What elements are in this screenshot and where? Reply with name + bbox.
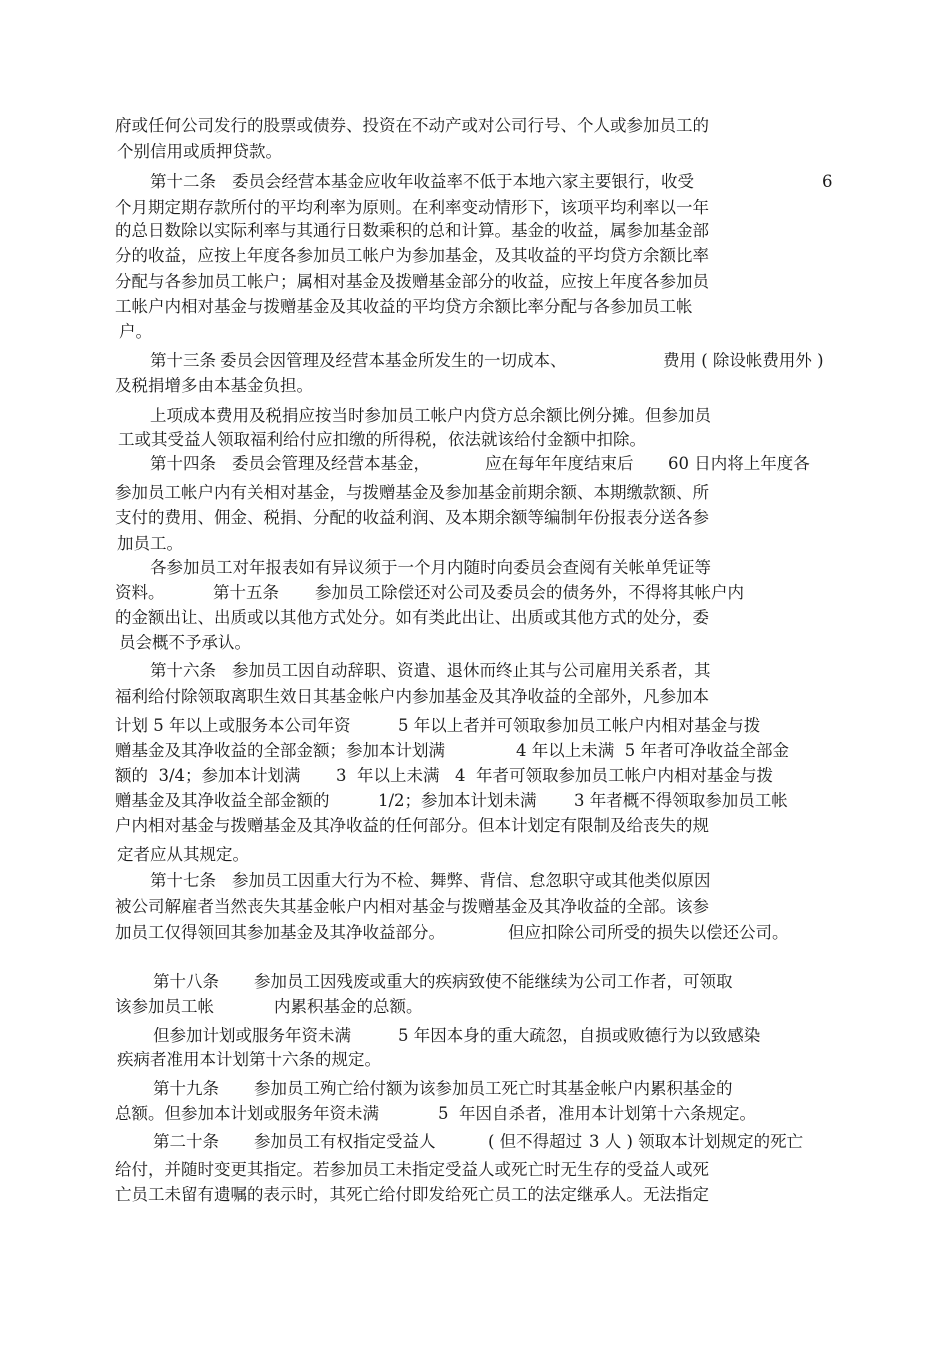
text-segment: 个月期定期存款所付的平均利率为原则。在利率变动情形下，该项平均利率以一年 (115, 198, 709, 217)
text-segment: 资料。 (115, 583, 165, 602)
text-segment: 及税捐增多由本基金负担。 (115, 376, 313, 395)
text-segment: 定者应从其规定。 (117, 845, 249, 864)
text-segment: 5 年因本身的重大疏忽，自损或败德行为以致感染 (398, 1026, 761, 1045)
text-segment: 各参加员工对年报表如有异议须于一个月内随时向委员会查阅有关帐单凭证等 (150, 558, 711, 577)
text-segment: 委员会管理及经营本基金， (232, 454, 430, 473)
text-segment: 第二十条 (153, 1132, 219, 1151)
text-segment: 内累积基金的总额。 (274, 997, 423, 1016)
text-segment: 6 (822, 172, 833, 191)
text-segment: 支付的费用、佣金、税捐、分配的收益利润、及本期余额等编制年份报表分送各参 (115, 508, 709, 527)
text-segment: 第十七条 (150, 871, 216, 890)
text-segment: 60 日内将上年度各 (668, 454, 810, 473)
text-segment: 第十六条 (150, 661, 216, 680)
text-segment: 第十九条 (153, 1079, 219, 1098)
text-segment: 亡员工未留有遗嘱的表示时，其死亡给付即发给死亡员工的法定继承人。无法指定 (115, 1185, 709, 1204)
text-segment: 福利给付除领取离职生效日其基金帐户内参加基金及其净收益的全部外，凡参加本 (115, 687, 709, 706)
text-segment: 参加员工除偿还对公司及委员会的债务外，不得将其帐户内 (315, 583, 744, 602)
text-segment: 赠基金及其净收益的全部金额；参加本计划满 (115, 741, 445, 760)
text-segment: 工帐户内相对基金与拨赠基金及其收益的平均贷方余额比率分配与各参加员工帐 (115, 297, 693, 316)
text-segment: 工或其受益人领取福利给付应扣缴的所得税，依法就该给付金额中扣除。 (118, 430, 646, 449)
text-segment: 参加员工因残废或重大的疾病致使不能继续为公司工作者，可领取 (254, 972, 733, 991)
text-segment: 户内相对基金与拨赠基金及其净收益的任何部分。但本计划定有限制及给丧失的规 (115, 816, 709, 835)
text-segment: 参加员工因重大行为不检、舞弊、背信、怠忽职守或其他类似原因 (232, 871, 711, 890)
text-segment: 被公司解雇者当然丧失其基金帐户内相对基金与拨赠基金及其净收益的全部。该参 (115, 897, 709, 916)
text-segment: 第十五条 (213, 583, 279, 602)
text-segment: 分配与各参加员工帐户；属相对基金及拨赠基金部分的收益，应按上年度各参加员 (115, 272, 709, 291)
text-segment: 费用 ( 除设帐费用外 ) (663, 351, 824, 370)
text-segment: 1/2；参加本计划未满 (378, 791, 537, 810)
text-segment: 参加员工有权指定受益人 (254, 1132, 436, 1151)
text-segment: 加员工仅得领回其参加基金及其净收益部分。 (115, 923, 445, 942)
text-segment: 给付，并随时变更其指定。若参加员工未指定受益人或死亡时无生存的受益人或死 (115, 1160, 709, 1179)
text-segment: 委员会经营本基金应收年收益率不低于本地六家主要银行，收受 (232, 172, 694, 191)
text-segment: 4 年以上未满 5 年者可净收益全部金 (516, 741, 789, 760)
text-segment: 第十三条 (150, 351, 216, 370)
text-segment: 3 年者概不得领取参加员工帐 (574, 791, 788, 810)
text-segment: 计划 5 年以上或服务本公司年资 (115, 716, 351, 735)
text-segment: 府或任何公司发行的股票或债券、投资在不动产或对公司行号、个人或参加员工的 (115, 116, 709, 135)
text-segment: 委员会因管理及经营本基金所发生的一切成本、 (220, 351, 567, 370)
text-segment: 参加员工因自动辞职、资遣、退休而终止其与公司雇用关系者，其 (232, 661, 711, 680)
text-segment: 分的收益，应按上年度各参加员工帐户为参加基金，及其收益的平均贷方余额比率 (115, 246, 709, 265)
text-segment: 员会概不予承认。 (119, 633, 251, 652)
text-segment: 5 年因自杀者，准用本计划第十六条规定。 (438, 1104, 756, 1123)
text-segment: 3 人 ) 领取本计划规定的死亡 (589, 1132, 804, 1151)
text-segment: 3 年以上未满 (336, 766, 440, 785)
text-segment: 4 年者可领取参加员工帐户内相对基金与拨 (455, 766, 773, 785)
text-segment: 总额。但参加本计划或服务年资未满 (115, 1104, 379, 1123)
text-segment: 第十四条 (150, 454, 216, 473)
text-segment: 但参加计划或服务年资未满 (153, 1026, 351, 1045)
text-segment: 应在每年年度结束后 (485, 454, 634, 473)
text-segment: 但应扣除公司所受的损失以偿还公司。 (508, 923, 789, 942)
text-segment: 5 年以上者并可领取参加员工帐户内相对基金与拨 (398, 716, 761, 735)
text-segment: 参加员工帐户内有关相对基金，与拨赠基金及参加基金前期余额、本期缴款额、所 (115, 483, 709, 502)
text-segment: ( 但不得超过 (488, 1132, 583, 1151)
text-segment: 户。 (119, 322, 152, 341)
text-segment: 的金额出让、出质或以其他方式处分。如有类此出让、出质或其他方式的处分，委 (115, 608, 709, 627)
text-segment: 个别信用或质押贷款。 (117, 142, 282, 161)
text-segment: 疾病者准用本计划第十六条的规定。 (117, 1050, 381, 1069)
text-segment: 第十八条 (153, 972, 219, 991)
text-segment: 赠基金及其净收益全部金额的 (115, 791, 330, 810)
text-segment: 加员工。 (117, 534, 183, 553)
text-segment: 上项成本费用及税捐应按当时参加员工帐户内贷方总余额比例分摊。但参加员 (150, 406, 711, 425)
text-segment: 额的 3/4；参加本计划满 (115, 766, 301, 785)
text-segment: 的总日数除以实际利率与其通行日数乘积的总和计算。基金的收益，属参加基金部 (115, 221, 709, 240)
text-segment: 第十二条 (150, 172, 216, 191)
text-segment: 该参加员工帐 (115, 997, 214, 1016)
text-segment: 参加员工殉亡给付额为该参加员工死亡时其基金帐户内累积基金的 (254, 1079, 733, 1098)
